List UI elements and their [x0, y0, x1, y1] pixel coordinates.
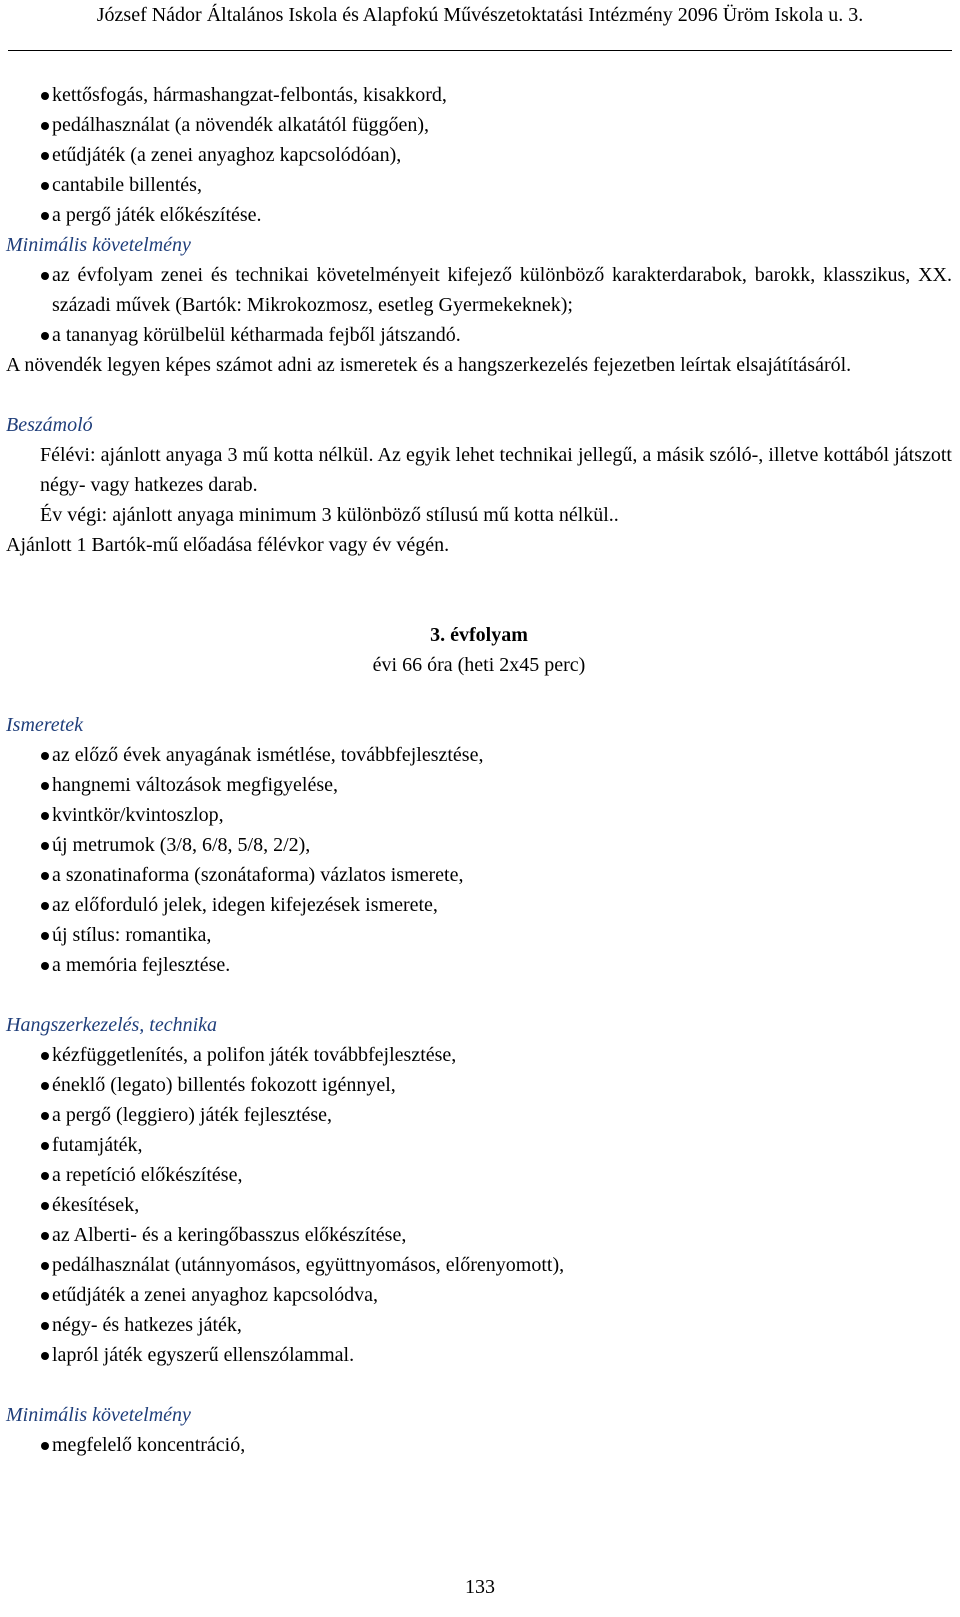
bullet-icon	[40, 740, 52, 770]
bullet-icon	[40, 110, 52, 140]
list-item: új stílus: romantika,	[40, 920, 952, 950]
list-item: megfelelő koncentráció,	[40, 1430, 952, 1460]
minimum-requirement-list-grade3	[6, 1430, 952, 1460]
bullet-icon	[40, 1340, 52, 1370]
bullet-icon	[40, 1310, 52, 1340]
list-item: pedálhasználat (utánnyomásos, együttnyomásos, előrenyomott),	[40, 1250, 952, 1280]
list-item: etűdjáték a zenei anyaghoz kapcsolódva,	[40, 1280, 952, 1310]
list-item: futamjáték,	[40, 1130, 952, 1160]
bullet-icon	[40, 170, 52, 200]
bullet-icon	[40, 1160, 52, 1190]
minimum-requirement-heading: Minimális követelmény	[6, 234, 191, 256]
bullet-icon	[40, 1190, 52, 1220]
list-item: az előző évek anyagának ismétlése, továbbfejlesztése,	[40, 740, 952, 770]
bullet-icon	[40, 80, 52, 110]
bullet-icon	[40, 1070, 52, 1100]
list-item: kézfüggetlenítés, a polifon játék továbbfejlesztése,	[40, 1040, 952, 1070]
list-item: a szonatinaforma (szonátaforma) vázlatos ismerete,	[40, 860, 952, 890]
list-item: a pergő játék előkészítése.	[40, 200, 952, 230]
list-item: ékesítések,	[40, 1190, 952, 1220]
bullet-icon	[40, 200, 52, 230]
knowledge-list	[6, 740, 952, 980]
bullet-icon	[40, 830, 52, 860]
minimum-requirement-list	[6, 260, 952, 350]
bullet-icon	[40, 1220, 52, 1250]
grade-title: 3. évfolyam	[430, 624, 528, 646]
list-item: lapról játék egyszerű ellenszólammal.	[40, 1340, 952, 1370]
header-divider	[8, 50, 952, 51]
report-year-end-text: Év végi: ajánlott anyaga minimum 3 különböző stílusú mű kotta nélkül..	[40, 504, 619, 526]
bullet-icon	[40, 1280, 52, 1310]
bullet-icon	[40, 1250, 52, 1280]
report-heading: Beszámoló	[6, 414, 93, 436]
technique-list-grade2	[6, 80, 952, 230]
list-item: kvintkör/kvintoszlop,	[40, 800, 952, 830]
knowledge-heading: Ismeretek	[6, 714, 83, 736]
technique-heading: Hangszerkezelés, technika	[6, 1014, 218, 1036]
bullet-icon	[40, 950, 52, 980]
list-item: pedálhasználat (a növendék alkatától függően),	[40, 110, 952, 140]
list-item: kettősfogás, hármashangzat-felbontás, kisakkord,	[40, 80, 952, 110]
list-item: hangnemi változások megfigyelése,	[40, 770, 952, 800]
list-item: négy- és hatkezes játék,	[40, 1310, 952, 1340]
bullet-icon	[40, 1040, 52, 1070]
bullet-icon	[40, 770, 52, 800]
document-body	[6, 80, 952, 1460]
bullet-icon	[40, 800, 52, 830]
technique-list	[6, 1040, 952, 1370]
list-item: a tananyag körülbelül kétharmada fejből játszandó.	[40, 320, 952, 350]
requirement-paragraph: A növendék legyen képes számot adni az ismeretek és a hangszerkezelés fejezetben leírtak elsajátításáról.	[6, 354, 852, 376]
list-item: etűdjáték (a zenei anyaghoz kapcsolódóan),	[40, 140, 952, 170]
bullet-icon	[40, 1430, 52, 1460]
report-recommendation-text: Ajánlott 1 Bartók-mű előadása félévkor vagy év végén.	[6, 534, 450, 556]
minimum-requirement-heading-grade3: Minimális követelmény	[6, 1404, 191, 1426]
bullet-icon	[40, 890, 52, 920]
list-item: éneklő (legato) billentés fokozott igénnyel,	[40, 1070, 952, 1100]
bullet-icon	[40, 860, 52, 890]
bullet-icon	[40, 920, 52, 950]
list-item: az Alberti- és a keringőbasszus előkészítése,	[40, 1220, 952, 1250]
list-item: az előforduló jelek, idegen kifejezések ismerete,	[40, 890, 952, 920]
bullet-icon	[40, 320, 52, 350]
bullet-icon	[40, 1100, 52, 1130]
list-item: a pergő (leggiero) játék fejlesztése,	[40, 1100, 952, 1130]
page-header: József Nádor Általános Iskola és Alapfokú Művészetoktatási Intézmény 2096 Üröm Iskola u. 3.	[96, 4, 864, 26]
page-number: 133	[465, 1576, 495, 1598]
bullet-icon	[40, 140, 52, 170]
list-item: cantabile billentés,	[40, 170, 952, 200]
list-item: a repetíció előkészítése,	[40, 1160, 952, 1190]
list-item: a memória fejlesztése.	[40, 950, 952, 980]
list-item: új metrumok (3/8, 6/8, 5/8, 2/2),	[40, 830, 952, 860]
grade-hours: évi 66 óra (heti 2x45 perc)	[372, 654, 586, 676]
bullet-icon	[40, 260, 52, 290]
report-semester-text: Félévi: ajánlott anyaga 3 mű kotta nélkül. Az egyik lehet technikai jellegű, a másik szóló-, illetve kottából játszott négy- vagy hatkezes darab.	[40, 444, 952, 496]
bullet-icon	[40, 1130, 52, 1160]
list-item: az évfolyam zenei és technikai követelményeit kifejező különböző karakterdarabok, barokk, klasszikus, XX. századi művek (Bartók: Mikrokozmosz, esetleg Gyermekeknek);	[40, 260, 952, 320]
